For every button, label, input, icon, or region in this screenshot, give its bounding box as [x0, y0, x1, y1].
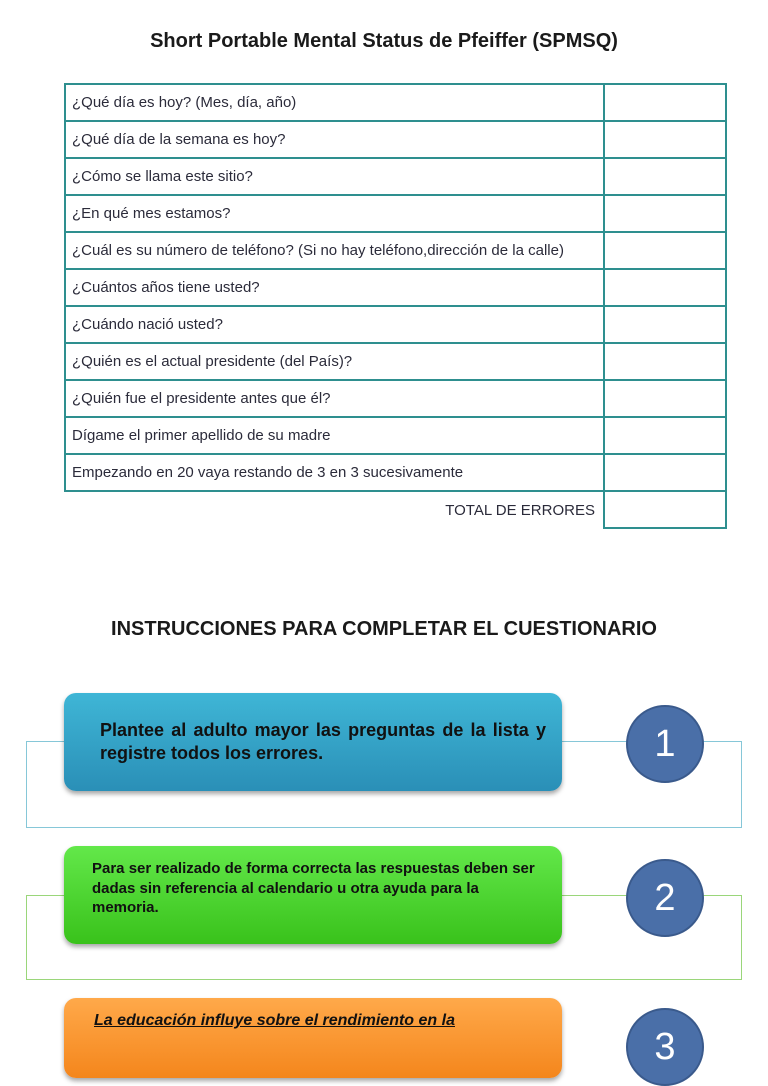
step-2-number: 2 [626, 859, 704, 937]
step-1-box: Plantee al adulto mayor las preguntas de la lista y registre todos los errores. [64, 693, 562, 791]
questionnaire-table [64, 83, 727, 529]
table-row [65, 195, 726, 232]
answer-cell[interactable] [604, 269, 726, 306]
answer-cell[interactable] [604, 195, 726, 232]
step-1-number: 1 [626, 705, 704, 783]
question-cell: ¿Cuándo nació usted? [65, 306, 604, 343]
step-2-box: Para ser realizado de forma correcta las respuestas deben ser dadas sin referencia al calendario u otra ayuda para la memoria. [64, 846, 562, 944]
question-cell: ¿En qué mes estamos? [65, 195, 604, 232]
table-row [65, 232, 726, 269]
question-cell: ¿Qué día de la semana es hoy? [65, 121, 604, 158]
answer-cell[interactable] [604, 454, 726, 491]
question-cell: ¿Cómo se llama este sitio? [65, 158, 604, 195]
answer-cell[interactable] [604, 306, 726, 343]
table-row [65, 454, 726, 491]
table-row [65, 380, 726, 417]
document-title: Short Portable Mental Status de Pfeiffer (SPMSQ) [150, 30, 618, 52]
total-errors-label: TOTAL DE ERRORES [65, 491, 604, 528]
table-row [65, 417, 726, 454]
question-cell: ¿Qué día es hoy? (Mes, día, año) [65, 84, 604, 121]
answer-cell[interactable] [604, 380, 726, 417]
question-cell: Empezando en 20 vaya restando de 3 en 3 sucesivamente [65, 454, 604, 491]
question-cell: ¿Quién fue el presidente antes que él? [65, 380, 604, 417]
answer-cell[interactable] [604, 84, 726, 121]
instructions-title: INSTRUCCIONES PARA COMPLETAR EL CUESTIONARIO [111, 618, 657, 640]
step-3-number: 3 [626, 1008, 704, 1086]
question-cell: Dígame el primer apellido de su madre [65, 417, 604, 454]
question-cell: ¿Cuántos años tiene usted? [65, 269, 604, 306]
answer-cell[interactable] [604, 121, 726, 158]
answer-cell[interactable] [604, 417, 726, 454]
table-row [65, 121, 726, 158]
question-cell: ¿Quién es el actual presidente (del País)? [65, 343, 604, 380]
total-errors-cell[interactable] [604, 491, 726, 528]
question-cell: ¿Cuál es su número de teléfono? (Si no hay teléfono,dirección de la calle) [65, 232, 604, 269]
table-row [65, 306, 726, 343]
answer-cell[interactable] [604, 158, 726, 195]
step-3-box: La educación influye sobre el rendimiento en la [64, 998, 562, 1078]
table-row [65, 84, 726, 121]
answer-cell[interactable] [604, 232, 726, 269]
answer-cell[interactable] [604, 343, 726, 380]
table-row [65, 343, 726, 380]
total-row [65, 491, 726, 528]
table-row [65, 269, 726, 306]
table-row [65, 158, 726, 195]
